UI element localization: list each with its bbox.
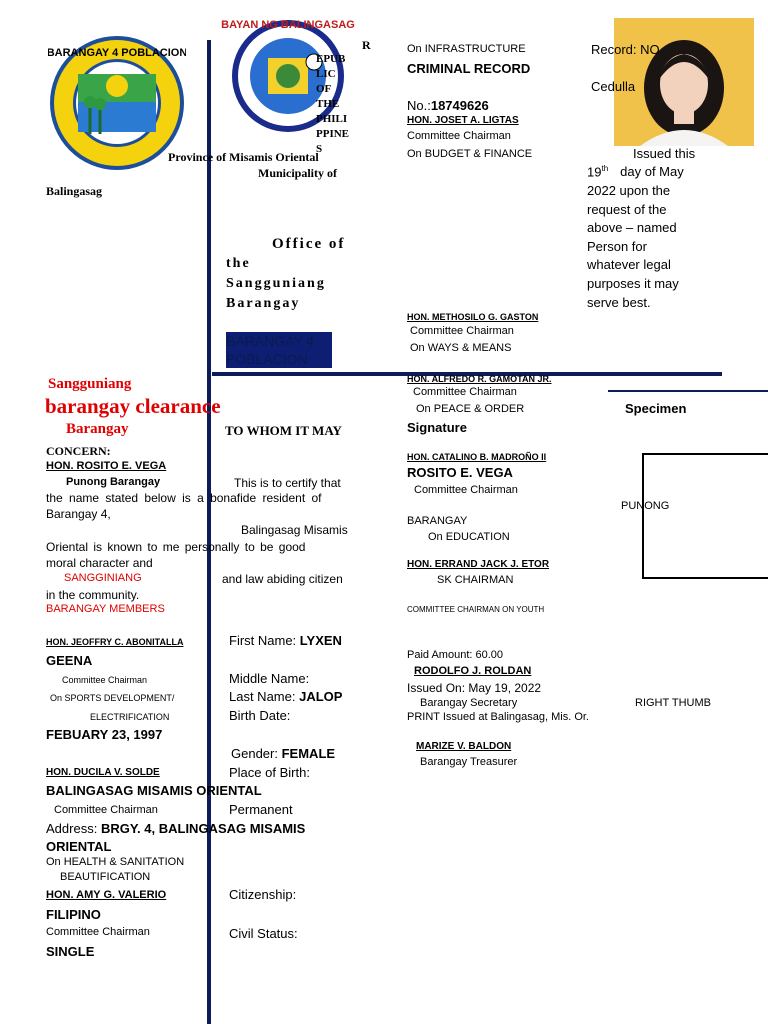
signature-label: Signature: [407, 420, 467, 435]
punong-role: Punong Barangay: [66, 476, 161, 488]
barangay-members: BARANGAY MEMBERS: [46, 603, 165, 615]
barangay-highlight: BARANGAY 4 POBLACION: [226, 332, 332, 368]
punong-label: PUNONG: [621, 500, 670, 512]
barangay-seal: [48, 34, 186, 172]
print-issued-at: PRINT Issued at Balingasag, Mis. Or.: [407, 711, 589, 723]
birth-date-value: FEBUARY 23, 1997: [46, 727, 163, 742]
secretary-name: RODOLFO J. ROLDAN: [414, 665, 532, 677]
certify-1: This is to certify that: [234, 476, 341, 490]
to-whom: TO WHOM IT MAY: [225, 423, 342, 438]
gamotan-role: Committee Chairman: [413, 386, 517, 398]
member-madrono: HON. CATALINO B. MADROÑO II: [407, 452, 547, 462]
barangay-label: Barangay: [66, 421, 129, 437]
divider-vertical: [207, 40, 211, 1024]
address-cont: ORIENTAL: [46, 839, 112, 854]
republic-r: R: [362, 38, 371, 52]
record-number: No.:18749626: [407, 98, 489, 113]
youth-committee: COMMITTEE CHAIRMAN ON YOUTH: [407, 605, 545, 614]
abonitalla-role: Committee Chairman: [62, 675, 148, 685]
solde-role: Committee Chairman: [54, 804, 158, 816]
concern: CONCERN:: [46, 444, 111, 458]
first-name-row: First Name: LYXEN: [229, 633, 342, 648]
community: in the community.: [46, 588, 140, 602]
paid-amount: Paid Amount: 60.00: [407, 649, 504, 661]
madrono-role: Committee Chairman: [414, 484, 518, 496]
place-value: BALINGASAG MISAMIS ORIENTAL: [46, 783, 262, 798]
office-line-4: Barangay: [226, 296, 301, 311]
right-thumb-label: RIGHT THUMB: [635, 697, 711, 709]
law-abiding: and law abiding citizen: [222, 572, 343, 586]
member-valerio: HON. AMY G. VALERIO: [46, 889, 167, 901]
place-label: Place of Birth:: [229, 765, 310, 780]
gaston-on: On WAYS & MEANS: [410, 342, 512, 354]
citizenship-label: Citizenship:: [229, 887, 297, 902]
ligtas-on: On BUDGET & FINANCE: [407, 148, 533, 160]
member-etor: HON. ERRAND JACK J. ETOR: [407, 559, 550, 570]
gender-row: Gender: FEMALE: [231, 746, 336, 761]
barangay-word: BARANGAY: [407, 515, 468, 527]
certify-2: the name stated below is a bonafide resident of: [46, 491, 322, 505]
birth-date-label: Birth Date:: [229, 708, 291, 723]
cedulla-label: Cedulla: [591, 79, 636, 94]
republic-text: EPUB LIC OF THE PHILI PPINE S: [316, 53, 349, 155]
gaston-role: Committee Chairman: [410, 325, 514, 337]
madrono-on: On EDUCATION: [428, 531, 510, 543]
member-abonitalla: HON. JEOFFRY C. ABONITALLA: [46, 637, 184, 647]
sanggiiniang-label: SANGGINIANG: [64, 572, 142, 584]
treasurer-name: MARIZE V. BALDON: [416, 741, 512, 752]
issued-text: 2022 upon the request of the above – named Person for whatever legal purposes it may serve best.: [587, 183, 679, 310]
barangay-seal-text: BARANGAY 4 POBLACION: [48, 47, 186, 59]
treasurer-role: Barangay Treasurer: [420, 756, 518, 768]
first-name-cont: GEENA: [46, 653, 93, 668]
certify-4: Balingasag Misamis: [241, 523, 348, 537]
thumbprint-box: [642, 453, 768, 579]
specimen-label: Specimen: [625, 401, 687, 416]
ligtas-role: Committee Chairman: [407, 130, 511, 142]
middle-name-label: Middle Name:: [229, 671, 310, 686]
civil-status-label: Civil Status:: [229, 926, 298, 941]
abonitalla-on: On SPORTS DEVELOPMENT/: [50, 693, 175, 703]
municipal-seal-text: BAYAN NG BALINGASAG: [221, 19, 355, 31]
municipality: Municipality of: [258, 166, 338, 180]
member-gaston: HON. METHOSILO G. GASTON: [407, 312, 539, 322]
certify-6: moral character and: [46, 556, 153, 570]
certify-3: Barangay 4,: [46, 507, 111, 521]
office-line-2: the: [226, 256, 251, 271]
member-ligtas: HON. JOSET A. LIGTAS: [407, 115, 519, 126]
record-label: Record: NO: [591, 42, 660, 57]
punong-name: HON. ROSITO E. VEGA: [46, 460, 167, 472]
secretary-role: Barangay Secretary: [420, 697, 518, 709]
valerio-role: Committee Chairman: [46, 926, 150, 938]
permanent-label: Permanent: [229, 802, 293, 817]
certify-5: Oriental is known to me personally to be good: [46, 540, 306, 554]
province: Province of Misamis Oriental: [168, 150, 319, 164]
criminal-record: CRIMINAL RECORD: [407, 61, 531, 76]
civil-status-value: SINGLE: [46, 944, 95, 959]
gamotan-on: On PEACE & ORDER: [416, 403, 525, 415]
solde-on: On HEALTH & SANITATION: [46, 856, 185, 868]
issued-this: Issued this: [633, 146, 696, 161]
office-line-3: Sangguniang: [226, 276, 326, 291]
address-row: Address: BRGY. 4, BALINGASAG MISAMIS: [46, 821, 306, 836]
on-infrastructure: On INFRASTRUCTURE: [407, 43, 526, 55]
member-solde: HON. DUCILA V. SOLDE: [46, 767, 160, 778]
document-title: barangay clearance: [45, 394, 221, 418]
sk-chairman: SK CHAIRMAN: [437, 574, 514, 586]
last-name-row: Last Name: JALOP: [229, 689, 343, 704]
office-line-1: Office of: [272, 236, 346, 252]
specimen-divider: [608, 390, 768, 392]
signatory-name: ROSITO E. VEGA: [407, 465, 513, 480]
town: Balingasag: [46, 184, 103, 198]
abonitalla-on2: ELECTRIFICATION: [90, 712, 170, 722]
member-gamotan: HON. ALFREDO R. GAMOTAN JR.: [407, 374, 552, 384]
citizenship-value: FILIPINO: [46, 907, 101, 922]
issued-on: Issued On: May 19, 2022: [407, 681, 542, 695]
solde-on2: BEAUTIFICATION: [60, 871, 151, 883]
issued-day: 19th day of May: [587, 164, 684, 180]
sangguniang-label: Sangguniang: [48, 376, 132, 392]
